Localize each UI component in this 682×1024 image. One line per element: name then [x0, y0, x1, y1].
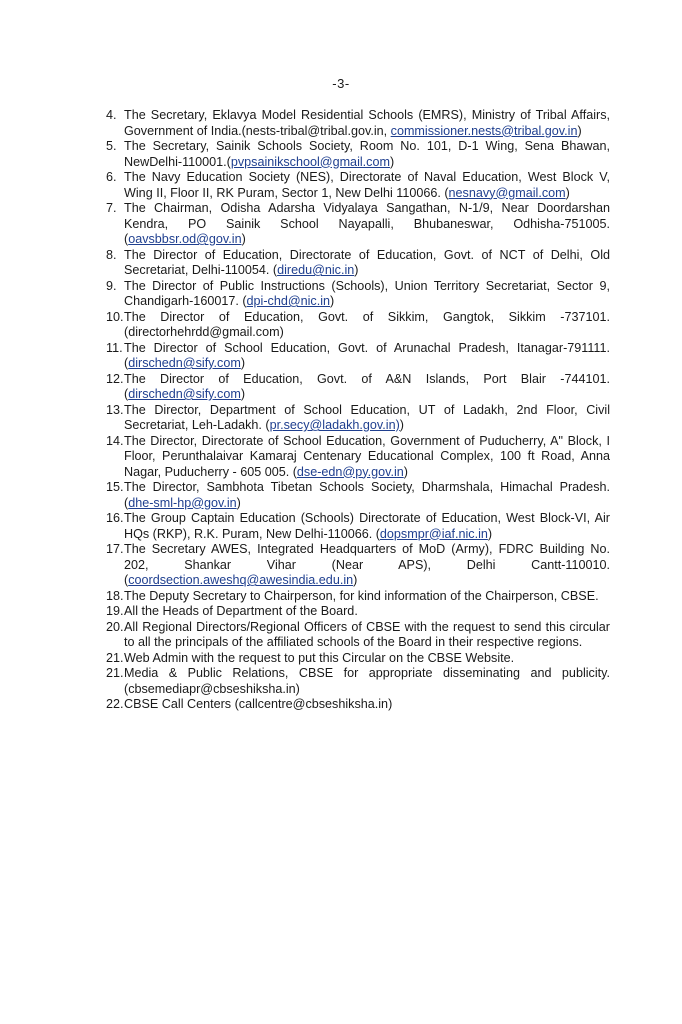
- item-number: 7.: [106, 201, 117, 215]
- email-link[interactable]: commissioner.nests@tribal.gov.in: [390, 123, 578, 138]
- email-link[interactable]: nesnavy@gmail.com: [448, 185, 566, 200]
- list-item: [106, 511, 610, 542]
- item-text-after: ): [403, 464, 408, 479]
- email-link[interactable]: dopsmpr@iaf.nic.in: [379, 526, 488, 541]
- item-number: 12.: [106, 371, 124, 386]
- email-link[interactable]: dirschedn@sify.com: [128, 387, 241, 401]
- item-number: 4.: [106, 108, 117, 122]
- item-text: The Director of Education, Govt. of A&N Islands, Port Blair -744101. (: [124, 371, 610, 401]
- page-number: -3-: [332, 76, 350, 91]
- item-number: 6.: [106, 170, 117, 184]
- list-item: [106, 201, 610, 248]
- list-item: [106, 372, 610, 403]
- list-item: [106, 310, 610, 341]
- item-number: 10.: [106, 309, 124, 324]
- list-item: [106, 666, 610, 697]
- item-text: The Director, Department of School Education, UT of Ladakh, 2nd Floor, Civil Secretariat, Leh-Ladakh. (: [124, 402, 610, 432]
- item-text: All the Heads of Department of the Board.: [124, 604, 358, 618]
- email-link[interactable]: oavsbbsr.od@gov.in: [128, 232, 242, 246]
- list-item: [106, 403, 610, 434]
- item-text: The Chairman, Odisha Adarsha Vidyalaya Sangathan, N-1/9, Near Doordarshan Kendra, PO Sainik School Nayapalli, Bhubaneswar, Odhisha-751005. (: [124, 201, 610, 246]
- item-number: 13.: [106, 402, 124, 417]
- item-number: 21.: [106, 666, 124, 680]
- list-item: [106, 542, 610, 589]
- list-item: [106, 480, 610, 511]
- list-item: [106, 434, 610, 481]
- item-number: 14.: [106, 433, 124, 448]
- item-text: Web Admin with the request to put this Circular on the CBSE Website.: [124, 650, 515, 665]
- list-item: [106, 139, 610, 170]
- list-item: [106, 620, 610, 651]
- email-link[interactable]: pvpsainikschool@gmail.com: [230, 154, 390, 169]
- item-text: The Secretary, Sainik Schools Society, Room No. 101, D-1 Wing, Sena Bhawan, NewDelhi-110001.(: [124, 139, 610, 169]
- item-number: 22.: [106, 697, 124, 711]
- item-text: The Secretary AWES, Integrated Headquarters of MoD (Army), FDRC Building No. 202, Shankar Vihar (Near APS), Delhi Cantt-110010. (: [124, 542, 610, 587]
- item-text: The Director of Education, Govt. of Sikkim, Gangtok, Sikkim -737101. (directorhehrdd@gmail.com): [124, 309, 610, 339]
- item-number: 9.: [106, 278, 117, 293]
- item-text-after: ): [399, 418, 404, 432]
- email-link[interactable]: dhe-sml-hp@gov.in: [128, 495, 237, 510]
- list-item: [106, 604, 610, 620]
- item-text: Media & Public Relations, CBSE for appropriate disseminating and publicity. (cbsemediapr@cbseshiksha.in): [124, 666, 610, 696]
- item-number: 17.: [106, 542, 124, 556]
- item-text-after: ): [240, 356, 246, 370]
- item-text: The Director of School Education, Govt. of Arunachal Pradesh, Itanagar-791111. (: [124, 340, 610, 370]
- list-item: [106, 589, 610, 605]
- item-number: 20.: [106, 619, 124, 634]
- list-item: [106, 248, 610, 279]
- item-number: 16.: [106, 511, 124, 525]
- item-text: The Group Captain Education (Schools) Directorate of Education, West Block-VI, Air HQs (RKP), R.K. Puram, New Delhi-110066. (: [124, 511, 610, 541]
- item-text-after: ): [241, 232, 246, 246]
- list-item: [106, 341, 610, 372]
- list-item: [106, 697, 610, 713]
- email-link[interactable]: dirschedn@sify.com: [128, 356, 241, 370]
- item-number: 8.: [106, 247, 117, 262]
- item-text-after: ): [565, 185, 570, 200]
- item-text-after: ): [577, 123, 582, 138]
- list-item: [106, 108, 610, 139]
- item-text: The Director of Education, Directorate of Education, Govt. of NCT of Delhi, Old Secretariat, Delhi-110054. (: [124, 247, 610, 277]
- list-item: [106, 170, 610, 201]
- item-text-after: ): [353, 573, 358, 587]
- item-number: 18.: [106, 588, 124, 603]
- item-number: 11.: [106, 340, 123, 355]
- item-number: 19.: [106, 604, 124, 618]
- item-text: The Director, Directorate of School Education, Government of Puducherry, A" Block, I Floor, Perunthalaivar Kamaraj Centenary Educational Complex, 100 ft Road, Anna Nagar, Puducherry - 605 005. (: [124, 433, 610, 479]
- item-text: The Secretary, Eklavya Model Residential Schools (EMRS), Ministry of Tribal Affairs, Government of India.(nests-tribal@tribal.gov.in,: [124, 108, 610, 138]
- item-number: 15.: [106, 480, 124, 494]
- item-text-after: ): [330, 294, 335, 308]
- item-text: The Deputy Secretary to Chairperson, for kind information of the Chairperson, CBSE.: [124, 588, 599, 603]
- email-link[interactable]: coordsection.aweshq@awesindia.edu.in: [128, 573, 354, 587]
- list-item: [106, 651, 610, 667]
- email-link[interactable]: dpi-chd@nic.in: [246, 294, 331, 308]
- item-number: 5.: [106, 139, 117, 153]
- list-item: [106, 279, 610, 310]
- email-link[interactable]: pr.secy@ladakh.gov.in): [269, 418, 400, 432]
- item-text: The Director of Public Instructions (Schools), Union Territory Secretariat, Sector 9, Chandigarh-160017. (: [124, 278, 610, 308]
- item-text-after: ): [487, 526, 493, 541]
- item-text: The Navy Education Society (NES), Directorate of Naval Education, West Block V, Wing II, Floor II, RK Puram, Sector 1, New Delhi 110066. (: [124, 170, 610, 200]
- distribution-list: [106, 108, 610, 713]
- item-text-after: ): [354, 263, 359, 277]
- item-text-after: ): [236, 495, 241, 510]
- item-text: CBSE Call Centers (callcentre@cbseshiksha.in): [124, 697, 393, 711]
- email-link[interactable]: diredu@nic.in: [277, 263, 355, 277]
- item-text: The Director, Sambhota Tibetan Schools Society, Dharmshala, Himachal Pradesh. (: [124, 480, 610, 510]
- item-number: 21.: [106, 650, 124, 665]
- item-text-after: ): [240, 387, 246, 401]
- item-text-after: ): [389, 154, 395, 169]
- email-link[interactable]: dse-edn@py.gov.in: [296, 464, 404, 479]
- item-text: All Regional Directors/Regional Officers of CBSE with the request to send this circular to all the principals of the affiliated schools of the Board in their respective regions.: [124, 619, 610, 649]
